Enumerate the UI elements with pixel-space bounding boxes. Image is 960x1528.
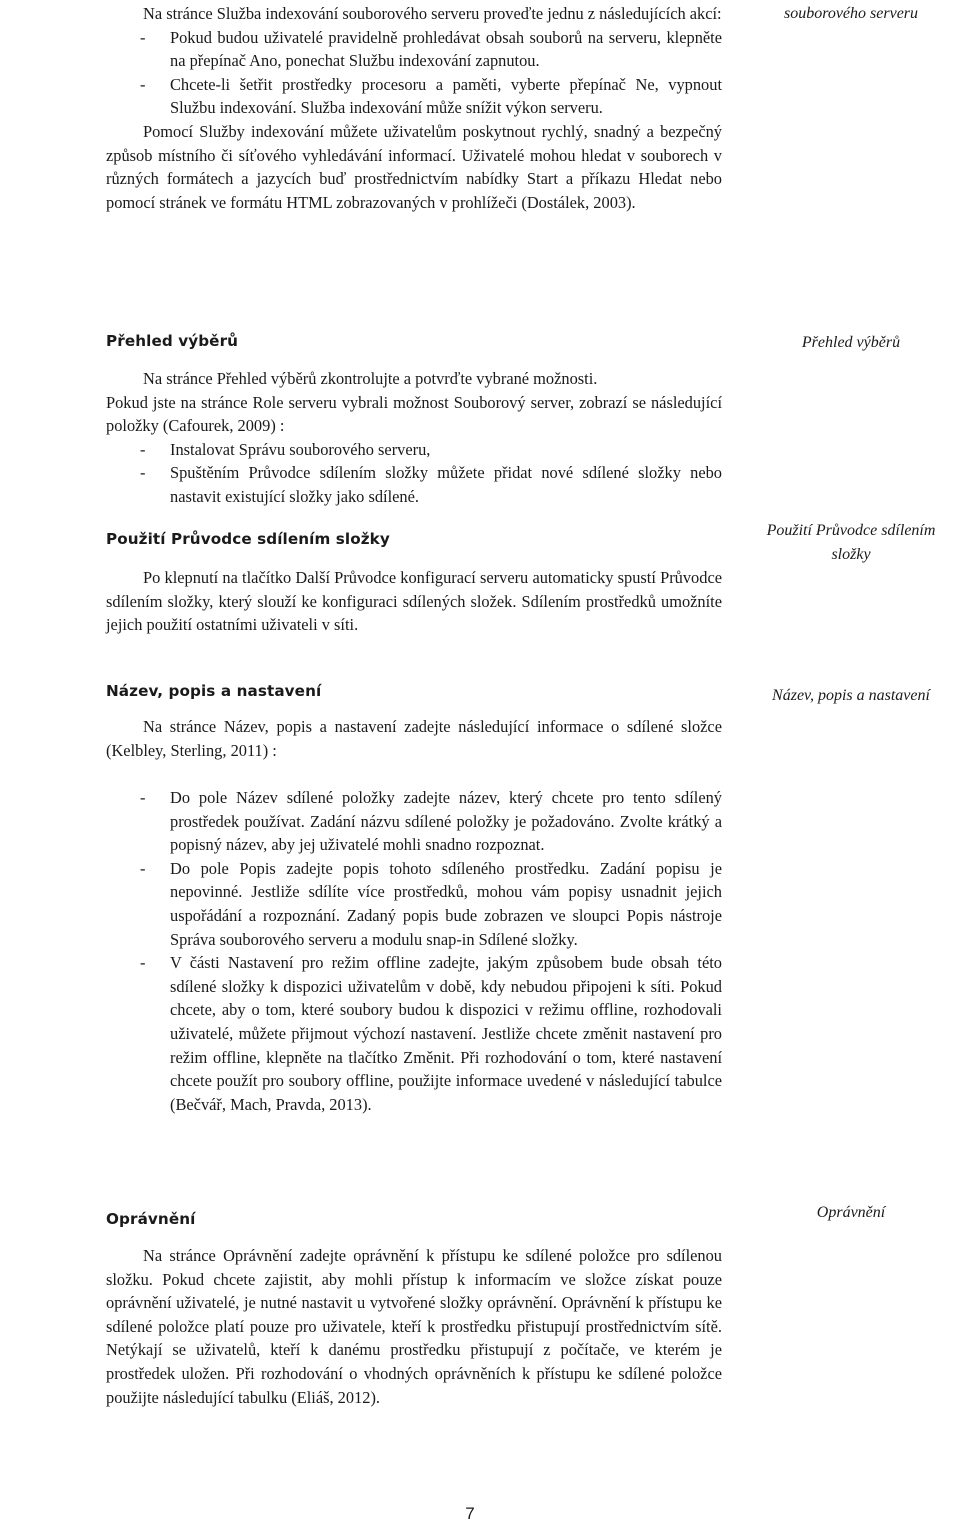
list-item-text: Instalovat Správu souborového serveru, [170, 439, 431, 459]
list-dash: - [140, 953, 146, 973]
list-dash: - [140, 74, 146, 94]
list-dash: - [140, 439, 146, 459]
list-item [106, 73, 722, 120]
section-nazev-list [106, 786, 722, 1116]
list-item-text: Spuštěním Průvodce sdílením složky můžete přidat nové sdílené složky nebo nastavit existující složky jako sdílené. [170, 463, 722, 506]
list-item [106, 786, 722, 857]
list-dash: - [140, 463, 146, 483]
list-item [106, 438, 722, 462]
section-heading: Název, popis a nastavení [106, 682, 322, 700]
paragraph: Pokud jste na stránce Role serveru vybrali možnost Souborový server, zobrazí se následující položky (Cafourek, 2009) : [106, 392, 722, 436]
paragraph: Po klepnutí na tlačítko Další Průvodce konfigurací serveru automaticky spustí Průvodce sdílením složky, který slouží ke konfiguraci sdílených složek. Sdílením prostředků umožníte jejich použití ostatními uživateli v síti. [106, 568, 722, 635]
list-item [106, 26, 722, 73]
list-item-text: Do pole Popis zadejte popis tohoto sdíleného prostředku. Zadání popisu je nepovinné. Jestliže sdílíte více prostředků, mohou vám popisy usnadnit jejich uspořádání a rozpoznání. Zadaný popis bude zobrazen ve sloupci Popis nástroje Správa souborového serveru a modulu snap-in Sdílené složky. [170, 858, 722, 949]
section-prehled [106, 330, 722, 509]
section-heading: Použití Průvodce sdílením složky [106, 530, 390, 548]
page-number: 7 [465, 1504, 475, 1523]
section-opravneni [106, 1208, 722, 1409]
list-item-text: V části Nastavení pro režim offline zadejte, jakým způsobem bude obsah této sdílené složky k dispozici uživatelům v době, kdy nebudou připojeni k síti. Pokud chcete, aby o tom, které soubory budou k dispozici v režimu offline, rozhodovali uživatelé, můžete přijmout výchozí nastavení. Jestliže chcete změnit nastavení pro režim offline, klepněte na tlačítko Změnit. Při rozhodování o tom, které nastavení chcete použít pro soubory offline, použijte informace uvedené v následující tabulce (Bečvář, Mach, Pravda, 2013). [170, 953, 722, 1114]
list-dash: - [140, 858, 146, 878]
list-item [106, 461, 722, 508]
section-indexing [106, 2, 722, 214]
paragraph: Na stránce Přehled výběrů zkontrolujte a potvrďte vybrané možnosti. [143, 369, 598, 388]
list-dash: - [140, 27, 146, 47]
list-item-text: Pokud budou uživatelé pravidelně prohledávat obsah souborů na serveru, klepněte na přepínač Ano, ponechat Službu indexování zapnutou. [170, 27, 722, 71]
paragraph: Pomocí Služby indexování můžete uživatelům poskytnout rychlý, snadný a bezpečný způsob místního či síťového vyhledávání informací. Uživatelé mohou hledat v souborech v různých formátech a jazycích buď prostřednictvím nabídky Start a příkazu Hledat nebo pomocí stránek ve formátu HTML zobrazovaných v prohlížeči (Dostálek, 2003). [106, 121, 722, 212]
section-heading: Přehled výběrů [106, 332, 239, 350]
section-pruvodce [106, 528, 722, 637]
paragraph: Na stránce Název, popis a nastavení zadejte následující informace o sdílené složce (Kelbley, Sterling, 2011) : [106, 717, 722, 760]
margin-note: Oprávnění [816, 1204, 886, 1221]
list-dash: - [140, 788, 146, 807]
list-item [106, 857, 722, 951]
list-item-text: Chcete-li šetřit prostředky procesoru a paměti, vyberte přepínač Ne, vypnout Službu indexování. Služba indexování může snížit výkon serveru. [170, 74, 722, 118]
list-item [106, 951, 722, 1116]
margin-note: Název, popis a nastavení [772, 687, 930, 704]
margin-note: souborového serveru [783, 5, 919, 22]
paragraph: Na stránce Služba indexování souborového serveru proveďte jednu z následujících akcí: [143, 4, 722, 23]
margin-note: Přehled výběrů [801, 334, 901, 351]
paragraph: Na stránce Oprávnění zadejte oprávnění k přístupu ke sdílené položce pro sdílenou složku. Pokud chcete zajistit, aby mohli přístup k informacím ve složce získat pouze oprávnění uživatelé, je nutné nastavit u vytvořené složky oprávnění. Oprávnění k přístupu ke sdílené položce platí pouze pro uživatele, kteří k prostředku přistupují prostřednictvím sítě. Netýkají se uživatelů, kteří k danému prostředku přistupují z počítače, ve kterém je prostředek uložen. Při rozhodování o vhodných oprávněních k přístupu ke sdílené položce použijte následující tabulku (Eliáš, 2012). [106, 1246, 722, 1407]
section-nazev [106, 680, 722, 762]
section-heading: Oprávnění [106, 1210, 196, 1228]
margin-note: Použití Průvodce sdílením složky [766, 522, 936, 563]
list-item-text: Do pole Název sdílené položky zadejte název, který chcete pro tento sdílený prostředek používat. Zadání názvu sdílené položky je požadováno. Zvolte krátký a popisný název, aby jej uživatelé mohli snadno rozpoznat. [170, 788, 722, 855]
